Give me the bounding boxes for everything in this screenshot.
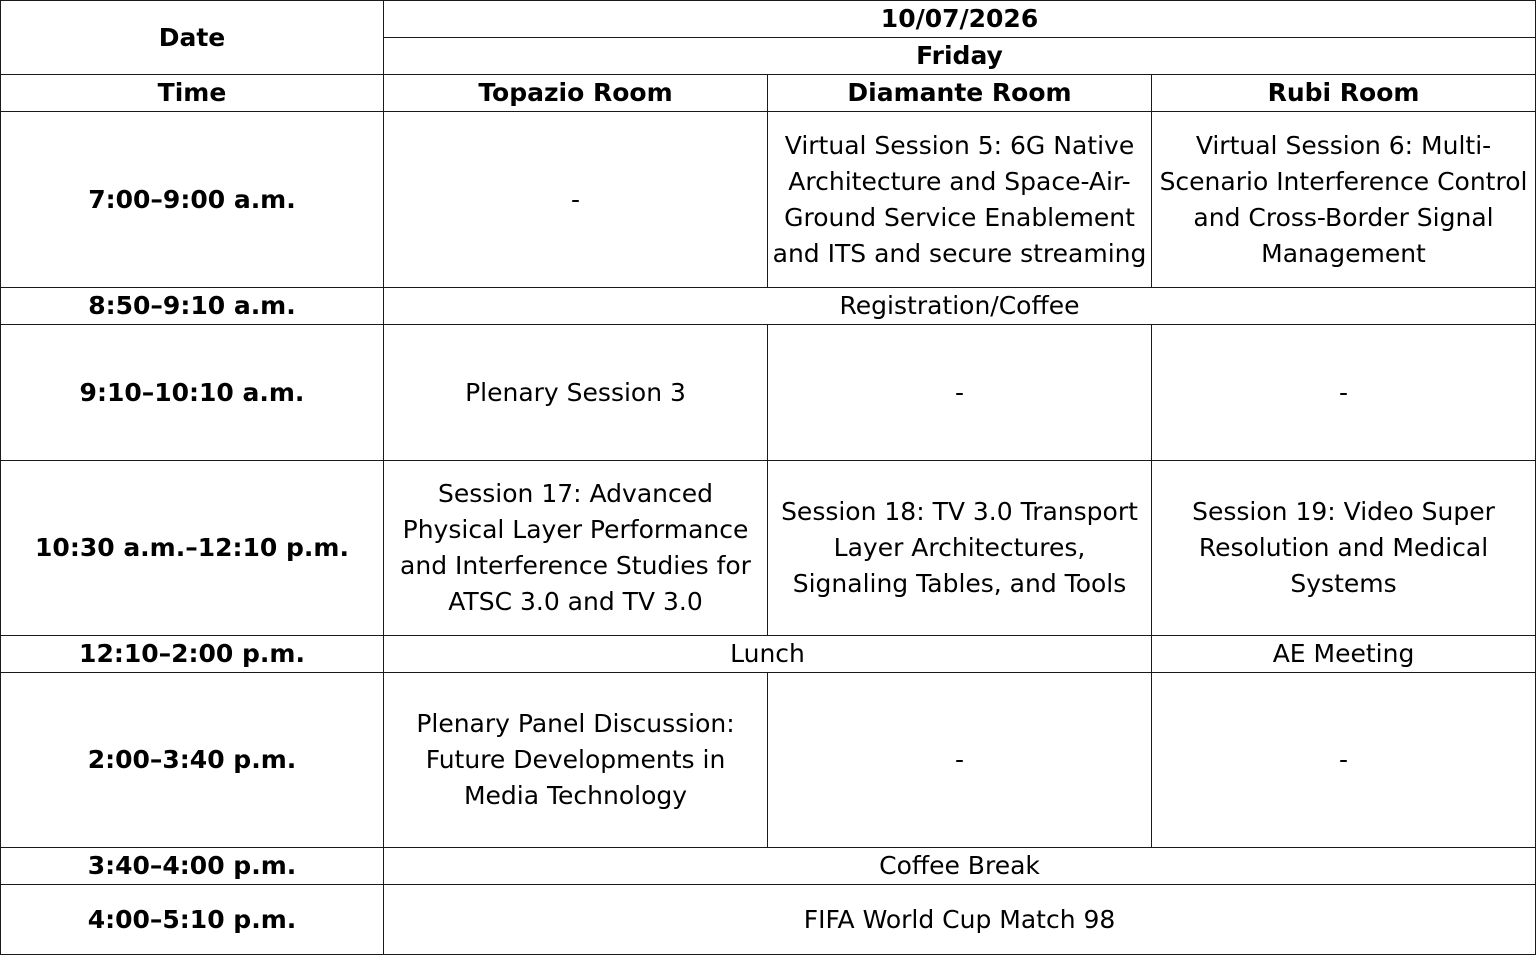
date-value: 10/07/2026 xyxy=(384,1,1536,38)
table-row xyxy=(1,673,1536,848)
table-row xyxy=(1,885,1536,955)
time-cell: 9:10–10:10 a.m. xyxy=(1,325,384,461)
topazio-cell: Plenary Panel Discussion: Future Developments in Media Technology xyxy=(384,673,768,848)
rubi-cell: AE Meeting xyxy=(1152,636,1536,673)
table-row xyxy=(1,325,1536,461)
time-cell: 7:00–9:00 a.m. xyxy=(1,112,384,288)
header-row-rooms xyxy=(1,75,1536,112)
room-diamante: Diamante Room xyxy=(768,75,1152,112)
room-topazio: Topazio Room xyxy=(384,75,768,112)
table-row xyxy=(1,636,1536,673)
topazio-cell: Plenary Session 3 xyxy=(384,325,768,461)
diamante-cell: Session 18: TV 3.0 Transport Layer Architectures, Signaling Tables, and Tools xyxy=(768,461,1152,636)
time-cell: 4:00–5:10 p.m. xyxy=(1,885,384,955)
topazio-cell: - xyxy=(384,112,768,288)
all-rooms-cell: Coffee Break xyxy=(384,848,1536,885)
rubi-cell: Session 19: Video Super Resolution and Medical Systems xyxy=(1152,461,1536,636)
time-label: Time xyxy=(1,75,384,112)
table-row xyxy=(1,848,1536,885)
all-rooms-cell: Registration/Coffee xyxy=(384,288,1536,325)
diamante-cell: - xyxy=(768,325,1152,461)
diamante-cell: Virtual Session 5: 6G Native Architecture and Space-Air-Ground Service Enablement and ITS and secure streaming xyxy=(768,112,1152,288)
diamante-cell: - xyxy=(768,673,1152,848)
time-cell: 2:00–3:40 p.m. xyxy=(1,673,384,848)
rubi-cell: - xyxy=(1152,325,1536,461)
room-rubi: Rubi Room xyxy=(1152,75,1536,112)
lunch-cell: Lunch xyxy=(384,636,1152,673)
all-rooms-cell: FIFA World Cup Match 98 xyxy=(384,885,1536,955)
time-cell: 3:40–4:00 p.m. xyxy=(1,848,384,885)
day-label: Friday xyxy=(384,38,1536,75)
table-row xyxy=(1,112,1536,288)
header-row-date xyxy=(1,1,1536,38)
table-row xyxy=(1,461,1536,636)
time-cell: 10:30 a.m.–12:10 p.m. xyxy=(1,461,384,636)
date-label: Date xyxy=(1,1,384,75)
table-row xyxy=(1,288,1536,325)
topazio-cell: Session 17: Advanced Physical Layer Performance and Interference Studies for ATSC 3.0 and TV 3.0 xyxy=(384,461,768,636)
time-cell: 8:50–9:10 a.m. xyxy=(1,288,384,325)
rubi-cell: - xyxy=(1152,673,1536,848)
rubi-cell: Virtual Session 6: Multi-Scenario Interference Control and Cross-Border Signal Management xyxy=(1152,112,1536,288)
time-cell: 12:10–2:00 p.m. xyxy=(1,636,384,673)
